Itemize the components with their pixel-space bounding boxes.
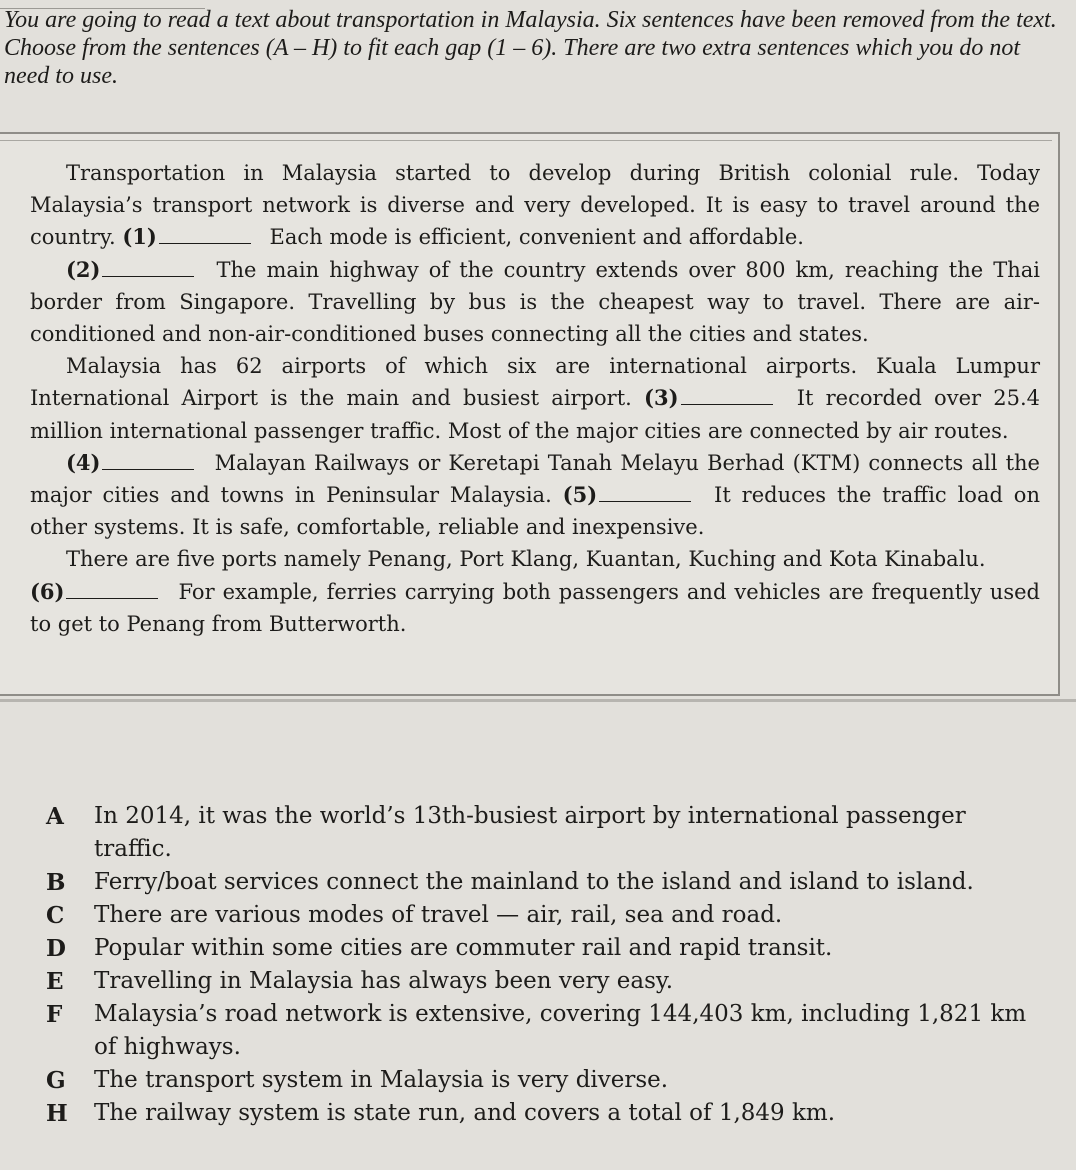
- option-text: Travelling in Malaysia has always been very easy.: [94, 968, 674, 994]
- answer-options: [46, 800, 1046, 1130]
- option-text: Ferry/boat services connect the mainland to the island and island to island.: [94, 869, 974, 895]
- gap-number-1: (1): [122, 224, 157, 250]
- paragraph-2: [30, 254, 1040, 351]
- gap-blank-3[interactable]: [681, 390, 773, 405]
- passage-sentence: There are five ports namely Penang, Port Klang, Kuantan, Kuching and Kota Kinabalu.: [66, 547, 986, 572]
- paragraph-4: [30, 447, 1040, 544]
- gap-number-6: (6): [30, 578, 65, 604]
- passage-sentence: Malayan Railways or Keretapi Tanah Melayu Berhad (KTM) connects all the major cities and towns in Peninsular Malaysia.: [30, 450, 1040, 508]
- option-text: The transport system in Malaysia is very diverse.: [94, 1067, 669, 1093]
- passage-sentence: It recorded over 25.4 million international passenger traffic. Most of the major cities are connected by air routes.: [30, 386, 1040, 443]
- gap-blank-1[interactable]: [159, 229, 251, 244]
- option-text: Malaysia’s road network is extensive, covering 144,403 km, including 1,821 km of highways.: [94, 1001, 1027, 1060]
- option-c[interactable]: [46, 899, 1046, 932]
- option-letter: B: [46, 869, 66, 896]
- option-letter: F: [46, 1001, 63, 1028]
- passage-sentence: Each mode is efficient, convenient and affordable.: [269, 225, 804, 250]
- option-letter: H: [46, 1100, 68, 1127]
- gap-number-3: (3): [644, 385, 679, 411]
- option-text: The railway system is state run, and covers a total of 1,849 km.: [94, 1100, 836, 1126]
- gap-blank-4[interactable]: [102, 455, 194, 470]
- passage-sentence: Transportation in Malaysia started to develop during British colonial rule. Today Malaysia’s transport network is diverse and very developed. It is easy to travel around the country.: [30, 161, 1040, 250]
- passage-sentence: For example, ferries carrying both passengers and vehicles are frequently used to get to Penang from Butterworth.: [30, 579, 1040, 636]
- option-letter: G: [46, 1067, 66, 1094]
- gap-blank-6[interactable]: [66, 584, 158, 599]
- passage-sentence: Malaysia has 62 airports of which six are international airports. Kuala Lumpur International Airport is the main and busiest airport.: [30, 354, 1040, 411]
- gap-number-4: (4): [66, 449, 101, 475]
- option-a[interactable]: [46, 800, 1046, 866]
- gap-blank-2[interactable]: [102, 262, 194, 277]
- passage-text: [30, 157, 1040, 640]
- option-letter: E: [46, 968, 64, 995]
- option-b[interactable]: [46, 866, 1046, 899]
- option-f[interactable]: [46, 998, 1046, 1064]
- option-letter: D: [46, 935, 66, 962]
- task-instructions: You are going to read a text about transportation in Malaysia. Six sentences have been removed from the text. Choose from the sentences (A – H) to fit each gap (1 – 6). There are two extra sentences which you do not need to use.: [4, 7, 1057, 89]
- option-g[interactable]: [46, 1064, 1046, 1097]
- option-text: Popular within some cities are commuter rail and rapid transit.: [94, 935, 833, 961]
- paragraph-6: [30, 576, 1040, 640]
- option-letter: A: [46, 803, 64, 830]
- option-letter: C: [46, 902, 65, 929]
- paragraph-3: [30, 350, 1040, 447]
- option-h[interactable]: [46, 1097, 1046, 1130]
- gap-number-2: (2): [66, 256, 101, 282]
- paragraph-1: [30, 157, 1040, 254]
- passage-sentence: It reduces the traffic load on other systems. It is safe, comfortable, reliable and inexpensive.: [30, 483, 1040, 540]
- option-e[interactable]: [46, 965, 1046, 998]
- option-text: There are various modes of travel — air, rail, sea and road.: [94, 902, 783, 928]
- gap-number-5: (5): [562, 482, 598, 508]
- passage-sentence: The main highway of the country extends over 800 km, reaching the Thai border from Singapore. Travelling by bus is the cheapest way to travel. There are air-conditioned and non-air-conditioned buses connecting all the cities and states.: [30, 257, 1040, 347]
- passage-top-rule: [0, 140, 1052, 141]
- option-text: In 2014, it was the world’s 13th-busiest airport by international passenger traffic.: [94, 803, 966, 862]
- gap-blank-5[interactable]: [599, 487, 691, 502]
- passage-bottom-rule: [0, 699, 1076, 702]
- option-d[interactable]: [46, 932, 1046, 965]
- paragraph-5: [30, 543, 1040, 575]
